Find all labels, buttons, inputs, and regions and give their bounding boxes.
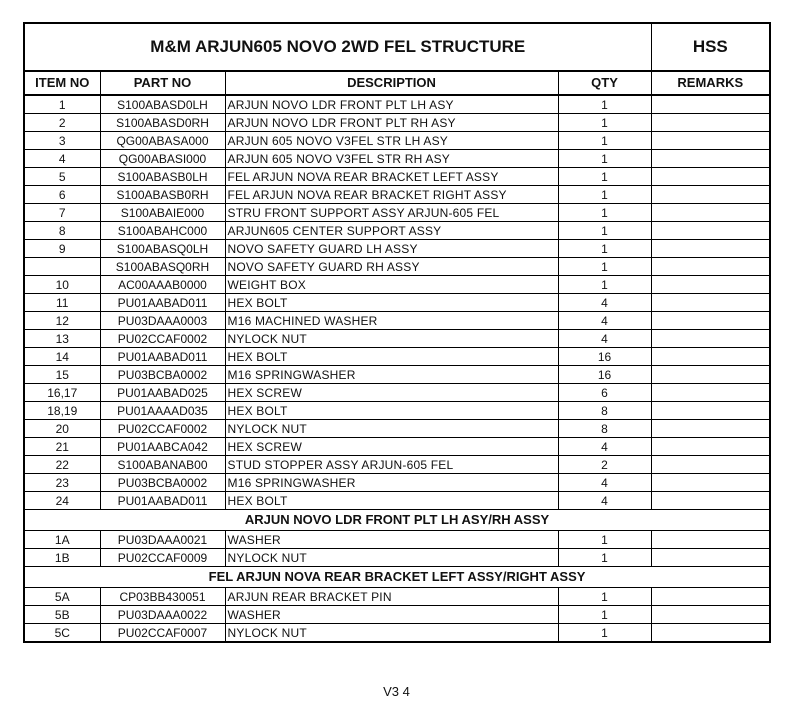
part-no-cell: S100ABASQ0LH [100, 240, 225, 258]
remarks-cell [651, 348, 770, 366]
item-no-cell: 15 [24, 366, 100, 384]
header-description: DESCRIPTION [225, 71, 558, 95]
qty-cell: 2 [558, 456, 651, 474]
description-cell: NYLOCK NUT [225, 330, 558, 348]
table-row [24, 531, 770, 549]
qty-cell: 1 [558, 150, 651, 168]
remarks-cell [651, 438, 770, 456]
qty-cell: 1 [558, 624, 651, 643]
qty-cell: 1 [558, 168, 651, 186]
remarks-cell [651, 276, 770, 294]
description-cell: FEL ARJUN NOVA REAR BRACKET LEFT ASSY [225, 168, 558, 186]
remarks-cell [651, 186, 770, 204]
item-no-cell: 2 [24, 114, 100, 132]
part-no-cell: PU03DAAA0003 [100, 312, 225, 330]
header-part-no: PART NO [100, 71, 225, 95]
item-no-cell: 20 [24, 420, 100, 438]
description-cell: STRU FRONT SUPPORT ASSY ARJUN-605 FEL [225, 204, 558, 222]
item-no-cell: 24 [24, 492, 100, 510]
description-cell: ARJUN 605 NOVO V3FEL STR LH ASY [225, 132, 558, 150]
item-no-cell: 6 [24, 186, 100, 204]
part-no-cell: PU03DAAA0022 [100, 606, 225, 624]
part-no-cell: QG00ABASA000 [100, 132, 225, 150]
header-row [24, 71, 770, 95]
part-no-cell: CP03BB430051 [100, 588, 225, 606]
description-cell: STUD STOPPER ASSY ARJUN-605 FEL [225, 456, 558, 474]
qty-cell: 4 [558, 474, 651, 492]
qty-cell: 4 [558, 294, 651, 312]
table-row [24, 384, 770, 402]
description-cell: NYLOCK NUT [225, 624, 558, 643]
table-row [24, 258, 770, 276]
title-row [24, 23, 770, 71]
header-item-no: ITEM NO [24, 71, 100, 95]
table-row [24, 132, 770, 150]
remarks-cell [651, 420, 770, 438]
qty-cell: 6 [558, 384, 651, 402]
remarks-cell [651, 114, 770, 132]
qty-cell: 1 [558, 549, 651, 567]
item-no-cell: 8 [24, 222, 100, 240]
part-no-cell: PU02CCAF0002 [100, 330, 225, 348]
item-no-cell: 14 [24, 348, 100, 366]
table-row [24, 588, 770, 606]
qty-cell: 1 [558, 276, 651, 294]
remarks-cell [651, 549, 770, 567]
description-cell: HEX SCREW [225, 384, 558, 402]
description-cell: HEX BOLT [225, 348, 558, 366]
item-no-cell: 5B [24, 606, 100, 624]
description-cell: ARJUN 605 NOVO V3FEL STR RH ASY [225, 150, 558, 168]
part-no-cell: PU01AABCA042 [100, 438, 225, 456]
qty-cell: 8 [558, 420, 651, 438]
part-no-cell: S100ABASB0LH [100, 168, 225, 186]
part-no-cell: PU02CCAF0007 [100, 624, 225, 643]
table-row [24, 276, 770, 294]
item-no-cell: 21 [24, 438, 100, 456]
item-no-cell: 4 [24, 150, 100, 168]
part-no-cell: PU03DAAA0021 [100, 531, 225, 549]
table-row [24, 402, 770, 420]
item-no-cell: 18,19 [24, 402, 100, 420]
remarks-cell [651, 168, 770, 186]
description-cell: M16 MACHINED WASHER [225, 312, 558, 330]
description-cell: HEX BOLT [225, 294, 558, 312]
table-title: M&M ARJUN605 NOVO 2WD FEL STRUCTURE [24, 23, 651, 71]
header-qty: QTY [558, 71, 651, 95]
description-cell: HEX BOLT [225, 492, 558, 510]
item-no-cell: 9 [24, 240, 100, 258]
table-row [24, 366, 770, 384]
remarks-cell [651, 240, 770, 258]
table-row [24, 420, 770, 438]
item-no-cell: 1B [24, 549, 100, 567]
part-no-cell: PU03BCBA0002 [100, 366, 225, 384]
qty-cell: 1 [558, 531, 651, 549]
remarks-cell [651, 474, 770, 492]
description-cell: NYLOCK NUT [225, 549, 558, 567]
part-no-cell: PU01AAAAD035 [100, 402, 225, 420]
table-row [24, 168, 770, 186]
part-no-cell: PU02CCAF0002 [100, 420, 225, 438]
table-row [24, 606, 770, 624]
remarks-cell [651, 384, 770, 402]
qty-cell: 1 [558, 114, 651, 132]
remarks-cell [651, 150, 770, 168]
item-no-cell: 13 [24, 330, 100, 348]
part-no-cell: S100ABANAB00 [100, 456, 225, 474]
remarks-cell [651, 312, 770, 330]
item-no-cell: 22 [24, 456, 100, 474]
section-title: ARJUN NOVO LDR FRONT PLT LH ASY/RH ASSY [24, 510, 770, 531]
table-row [24, 348, 770, 366]
part-no-cell: S100ABAIE000 [100, 204, 225, 222]
item-no-cell: 16,17 [24, 384, 100, 402]
remarks-cell [651, 588, 770, 606]
part-no-cell: S100ABAHC000 [100, 222, 225, 240]
part-no-cell: QG00ABASI000 [100, 150, 225, 168]
description-cell: WEIGHT BOX [225, 276, 558, 294]
item-no-cell [24, 258, 100, 276]
qty-cell: 4 [558, 312, 651, 330]
item-no-cell: 11 [24, 294, 100, 312]
part-no-cell: S100ABASD0LH [100, 95, 225, 114]
qty-cell: 1 [558, 588, 651, 606]
remarks-cell [651, 531, 770, 549]
table-row [24, 438, 770, 456]
section-header-row [24, 510, 770, 531]
remarks-cell [651, 95, 770, 114]
table-row [24, 114, 770, 132]
part-no-cell: S100ABASB0RH [100, 186, 225, 204]
item-no-cell: 1A [24, 531, 100, 549]
remarks-cell [651, 258, 770, 276]
remarks-cell [651, 294, 770, 312]
item-no-cell: 5C [24, 624, 100, 643]
table-row [24, 150, 770, 168]
qty-cell: 4 [558, 438, 651, 456]
qty-cell: 8 [558, 402, 651, 420]
remarks-cell [651, 330, 770, 348]
description-cell: ARJUN NOVO LDR FRONT PLT LH ASY [225, 95, 558, 114]
table-row [24, 95, 770, 114]
table-row [24, 456, 770, 474]
qty-cell: 1 [558, 95, 651, 114]
remarks-cell [651, 366, 770, 384]
description-cell: HEX BOLT [225, 402, 558, 420]
qty-cell: 4 [558, 492, 651, 510]
remarks-cell [651, 456, 770, 474]
item-no-cell: 5 [24, 168, 100, 186]
remarks-cell [651, 624, 770, 643]
table-row [24, 492, 770, 510]
header-remarks: REMARKS [651, 71, 770, 95]
table-row [24, 240, 770, 258]
description-cell: ARJUN REAR BRACKET PIN [225, 588, 558, 606]
remarks-cell [651, 606, 770, 624]
hss-label: HSS [651, 23, 770, 71]
qty-cell: 16 [558, 348, 651, 366]
remarks-cell [651, 222, 770, 240]
qty-cell: 1 [558, 204, 651, 222]
description-cell: HEX SCREW [225, 438, 558, 456]
part-no-cell: S100ABASQ0RH [100, 258, 225, 276]
description-cell: FEL ARJUN NOVA REAR BRACKET RIGHT ASSY [225, 186, 558, 204]
table-row [24, 549, 770, 567]
description-cell: WASHER [225, 606, 558, 624]
item-no-cell: 3 [24, 132, 100, 150]
table-row [24, 186, 770, 204]
section-title: FEL ARJUN NOVA REAR BRACKET LEFT ASSY/RIGHT ASSY [24, 567, 770, 588]
qty-cell: 1 [558, 258, 651, 276]
bom-table [23, 22, 771, 643]
part-no-cell: PU01AABAD011 [100, 492, 225, 510]
item-no-cell: 5A [24, 588, 100, 606]
part-no-cell: PU01AABAD025 [100, 384, 225, 402]
description-cell: M16 SPRINGWASHER [225, 474, 558, 492]
qty-cell: 16 [558, 366, 651, 384]
qty-cell: 1 [558, 606, 651, 624]
part-no-cell: PU01AABAD011 [100, 294, 225, 312]
page-footer: V3 4 [383, 684, 410, 699]
remarks-cell [651, 492, 770, 510]
table-row [24, 312, 770, 330]
description-cell: NOVO SAFETY GUARD RH ASSY [225, 258, 558, 276]
item-no-cell: 23 [24, 474, 100, 492]
item-no-cell: 1 [24, 95, 100, 114]
part-no-cell: AC00AAAB0000 [100, 276, 225, 294]
table-row [24, 474, 770, 492]
table-row [24, 204, 770, 222]
table-row [24, 624, 770, 643]
qty-cell: 1 [558, 186, 651, 204]
item-no-cell: 12 [24, 312, 100, 330]
description-cell: M16 SPRINGWASHER [225, 366, 558, 384]
item-no-cell: 10 [24, 276, 100, 294]
part-no-cell: PU03BCBA0002 [100, 474, 225, 492]
qty-cell: 4 [558, 330, 651, 348]
description-cell: ARJUN605 CENTER SUPPORT ASSY [225, 222, 558, 240]
table-row [24, 294, 770, 312]
part-no-cell: PU01AABAD011 [100, 348, 225, 366]
description-cell: NOVO SAFETY GUARD LH ASSY [225, 240, 558, 258]
table-row [24, 222, 770, 240]
part-no-cell: PU02CCAF0009 [100, 549, 225, 567]
qty-cell: 1 [558, 240, 651, 258]
part-no-cell: S100ABASD0RH [100, 114, 225, 132]
section-header-row [24, 567, 770, 588]
remarks-cell [651, 402, 770, 420]
item-no-cell: 7 [24, 204, 100, 222]
qty-cell: 1 [558, 132, 651, 150]
description-cell: WASHER [225, 531, 558, 549]
qty-cell: 1 [558, 222, 651, 240]
table-row [24, 330, 770, 348]
description-cell: ARJUN NOVO LDR FRONT PLT RH ASY [225, 114, 558, 132]
description-cell: NYLOCK NUT [225, 420, 558, 438]
remarks-cell [651, 204, 770, 222]
remarks-cell [651, 132, 770, 150]
